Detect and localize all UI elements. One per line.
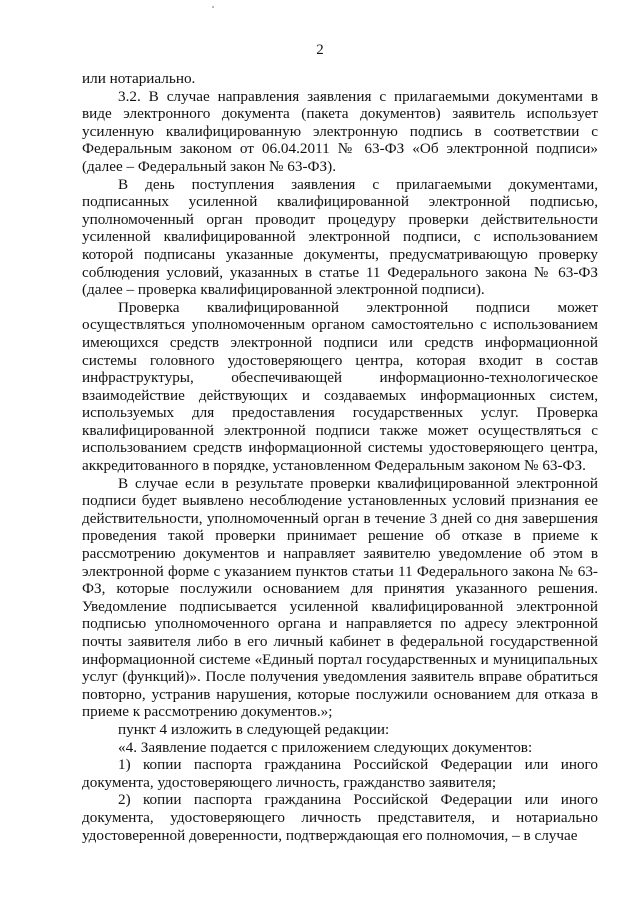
- scan-artifact-dot: [212, 6, 214, 8]
- document-body: [82, 70, 598, 844]
- list-item-1: 1) копии паспорта гражданина Российской Федерации или иного документа, удостоверяющего личность, гражданство заявителя;: [82, 756, 598, 791]
- page-number: 2: [316, 42, 324, 58]
- paragraph-item-4-amendment: пункт 4 изложить в следующей редакции:: [118, 720, 390, 738]
- list-item-2: 2) копии паспорта гражданина Российской Федерации или иного документа, удостоверяющего личность представителя, и нотариально удостоверенной доверенности, подтверждающая его полномочия, – в случае: [82, 791, 598, 844]
- paragraph-verification-day: В день поступления заявления с прилагаемыми документами, подписанных усиленной квалифицированной электронной подписью, уполномоченный орган проводит процедуру проверки действительности усиленной квалифицированной электронной подписи, с использованием которой подписаны указанные документы, предусматривающую проверку соблюдения условий, указанных в статье 11 Федерального закона № 63-ФЗ (далее – проверка квалифицированной электронной подписи).: [82, 175, 598, 299]
- paragraph-continuation: или нотариально.: [82, 70, 196, 87]
- paragraph-3-2: 3.2. В случае направления заявления с прилагаемыми документами в виде электронного документа (пакета документов) заявитель использует усиленную квалифицированную электронную подпись в соответствии с Федеральным законом от 06.04.2011 № 63-ФЗ «Об электронной подписи» (далее – Федеральный закон № 63-ФЗ).: [82, 87, 598, 175]
- paragraph-verification-means: Проверка квалифицированной электронной подписи может осуществляться уполномоченным органом самостоятельно с использованием имеющихся средств электронной подписи или средств информационной системы головного удостоверяющего центра, которая входит в состав инфраструктуры, обеспечивающей информационно-технологическое взаимодействие действующих и создаваемых информационных систем, используемых для предоставления государственных услуг. Проверка квалифицированной электронной подписи также может осуществляться с использованием средств информационной системы удостоверяющего центра, аккредитованного в порядке, установленном Федеральным законом № 63-ФЗ.: [82, 298, 598, 475]
- paragraph-refusal-notice: В случае если в результате проверки квалифицированной электронной подписи будет выявлено несоблюдение установленных условий признания ее действительности, уполномоченный орган в течение 3 дней со дня завершения проведения такой проверки принимает решение об отказе в приеме к рассмотрению документов и направляет заявителю уведомление об этом в электронной форме с указанием пунктов статьи 11 Федерального закона № 63-ФЗ, которые послужили основанием для принятия указанного решения. Уведомление подписывается усиленной квалифицированной электронной подписью уполномоченного органа и направляется по адресу электронной почты заявителя либо в его личный кабинет в федеральной государственной информационной системе «Единый портал государственных и муниципальных услуг (функций)». После получения уведомления заявитель вправе обратиться повторно, устранив нарушения, которые послужили основанием для отказа в приеме к рассмотрению документов.»;: [82, 474, 598, 721]
- paragraph-item-4-heading: «4. Заявление подается с приложением следующих документов:: [118, 738, 533, 756]
